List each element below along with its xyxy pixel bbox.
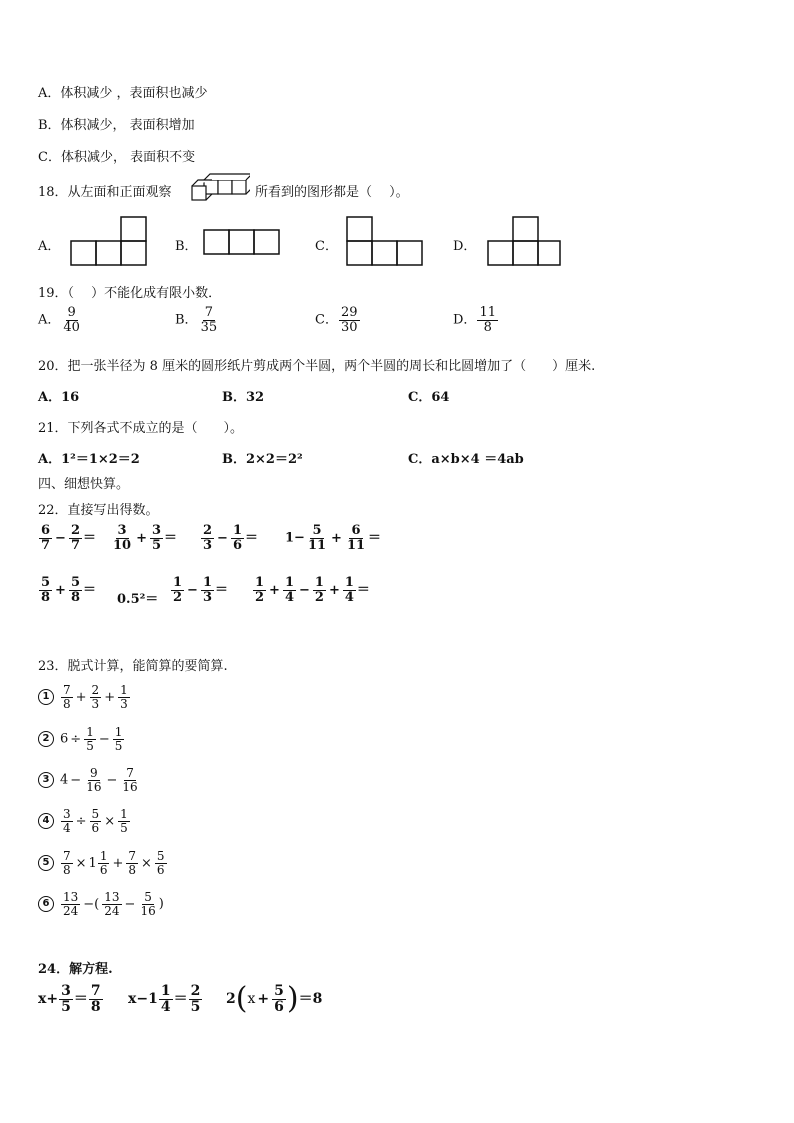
circled-number-4: 4 — [38, 813, 54, 829]
q18-figure-d — [486, 215, 566, 267]
circled-number-3: 3 — [38, 772, 54, 788]
circled-number-2: 2 — [38, 731, 54, 747]
q23-stem: 23．脱式计算，能简算的要简算. — [38, 659, 228, 674]
q17-option-a: A．体积减少 ，表面积也减少 — [38, 86, 208, 101]
q18-stem-pre: 18．从左面和正面观察 — [38, 185, 172, 200]
q20-option-c: C．64 — [408, 390, 450, 405]
cube-solid-figure — [190, 172, 250, 202]
q23-expr-6: 6 $\frac{13}{24}$ −( $\frac{13}{24}$ − $\frac{5}{16}$ ) — [38, 891, 164, 917]
q18-label-b: B． — [175, 239, 198, 254]
q18-stem-post: 所看到的图形都是（ ）。 — [255, 185, 409, 200]
q22-stem: 22．直接写出得数。 — [38, 503, 159, 518]
q18-figure-c — [345, 215, 425, 267]
q23-expr-4: 4 $\frac{3}{4}$ ÷ $\frac{5}{6}$ × $\frac{1}{5}$ — [38, 808, 131, 834]
q20-stem: 20．把一张半径为 8 厘米的圆形纸片剪成两个半圆，两个半圆的周长和比圆增加了（ ）厘米. — [38, 359, 596, 374]
circled-number-6: 6 — [38, 896, 54, 912]
q21-option-c: C．a×b×4 ＝4ab — [408, 452, 524, 467]
section-four-heading: 四、细想快算。 — [38, 477, 130, 492]
q22-expr-2: $\frac{3}{10}$ + $\frac{3}{5}$ ＝ — [113, 523, 178, 553]
q17-option-c: C．体积减少， 表面积不变 — [38, 150, 196, 165]
q22-expr-3: $\frac{2}{3}$ − $\frac{1}{6}$ ＝ — [203, 523, 259, 553]
q19-option-a: A． $\frac{9}{40}$ — [38, 305, 80, 335]
circled-number-1: 1 — [38, 689, 54, 705]
q24-equation-1: x+ $\frac{3}{5}$ ＝ $\frac{7}{8}$ — [38, 983, 101, 1015]
q23-expr-3: 3 4 − $\frac{9}{16}$ − $\frac{7}{16}$ — [38, 767, 141, 793]
q21-option-b: B．2×2＝2² — [222, 452, 303, 467]
q18-figure-b — [203, 228, 283, 258]
q24-equation-3: 2(x + $\frac{5}{6}$ )＝8 — [226, 981, 323, 1017]
q22-expr-5: $\frac{5}{8}$ + $\frac{5}{8}$ ＝ — [41, 575, 97, 605]
q18-figure-a — [70, 215, 150, 267]
circled-number-5: 5 — [38, 855, 54, 871]
q18-label-a: A． — [38, 239, 61, 254]
q19-option-d: D． $\frac{11}{8}$ — [453, 305, 496, 335]
q22-expr-4: 1− $\frac{5}{11}$ + $\frac{6}{11}$ ＝ — [285, 523, 382, 553]
q19-option-c: C． $\frac{29}{30}$ — [315, 305, 358, 335]
q21-stem: 21．下列各式不成立的是（ ）。 — [38, 421, 244, 436]
q17-option-b: B．体积减少， 表面积增加 — [38, 118, 195, 133]
q19-stem: 19．（ ）不能化成有限小数． — [38, 286, 222, 301]
q22-expr-6: 0.5²＝ — [117, 592, 159, 607]
q19-option-b: B． $\frac{7}{35}$ — [175, 305, 218, 335]
q23-expr-2: 2 6 ÷ $\frac{1}{5}$ − $\frac{1}{5}$ — [38, 726, 125, 752]
q22-expr-7: $\frac{1}{2}$ − $\frac{1}{3}$ ＝ — [173, 575, 229, 605]
q20-option-a: A．16 — [38, 390, 80, 405]
q20-option-b: B．32 — [222, 390, 265, 405]
q22-expr-1: $\frac{6}{7}$ − $\frac{2}{7}$ ＝ — [41, 523, 97, 553]
q21-option-a: A．1²＝1×2＝2 — [38, 452, 140, 467]
q23-expr-1: 1 $\frac{7}{8}$ + $\frac{2}{3}$ + $\frac{1}{3}$ — [38, 684, 131, 710]
q24-stem: 24．解方程. — [38, 962, 113, 977]
q22-expr-8: $\frac{1}{2}$ + $\frac{1}{4}$ − $\frac{1}{2}$ + $\frac{1}{4}$ ＝ — [255, 575, 370, 605]
q24-equation-2: x− 1 $\frac{1}{4}$ ＝ $\frac{2}{5}$ — [128, 983, 201, 1015]
q18-label-c: C． — [315, 239, 338, 254]
q23-expr-5: 5 $\frac{7}{8}$ × 1 $\frac{1}{6}$ + $\frac{7}{8}$ × $\frac{5}{6}$ — [38, 850, 168, 876]
q18-label-d: D． — [453, 239, 477, 254]
